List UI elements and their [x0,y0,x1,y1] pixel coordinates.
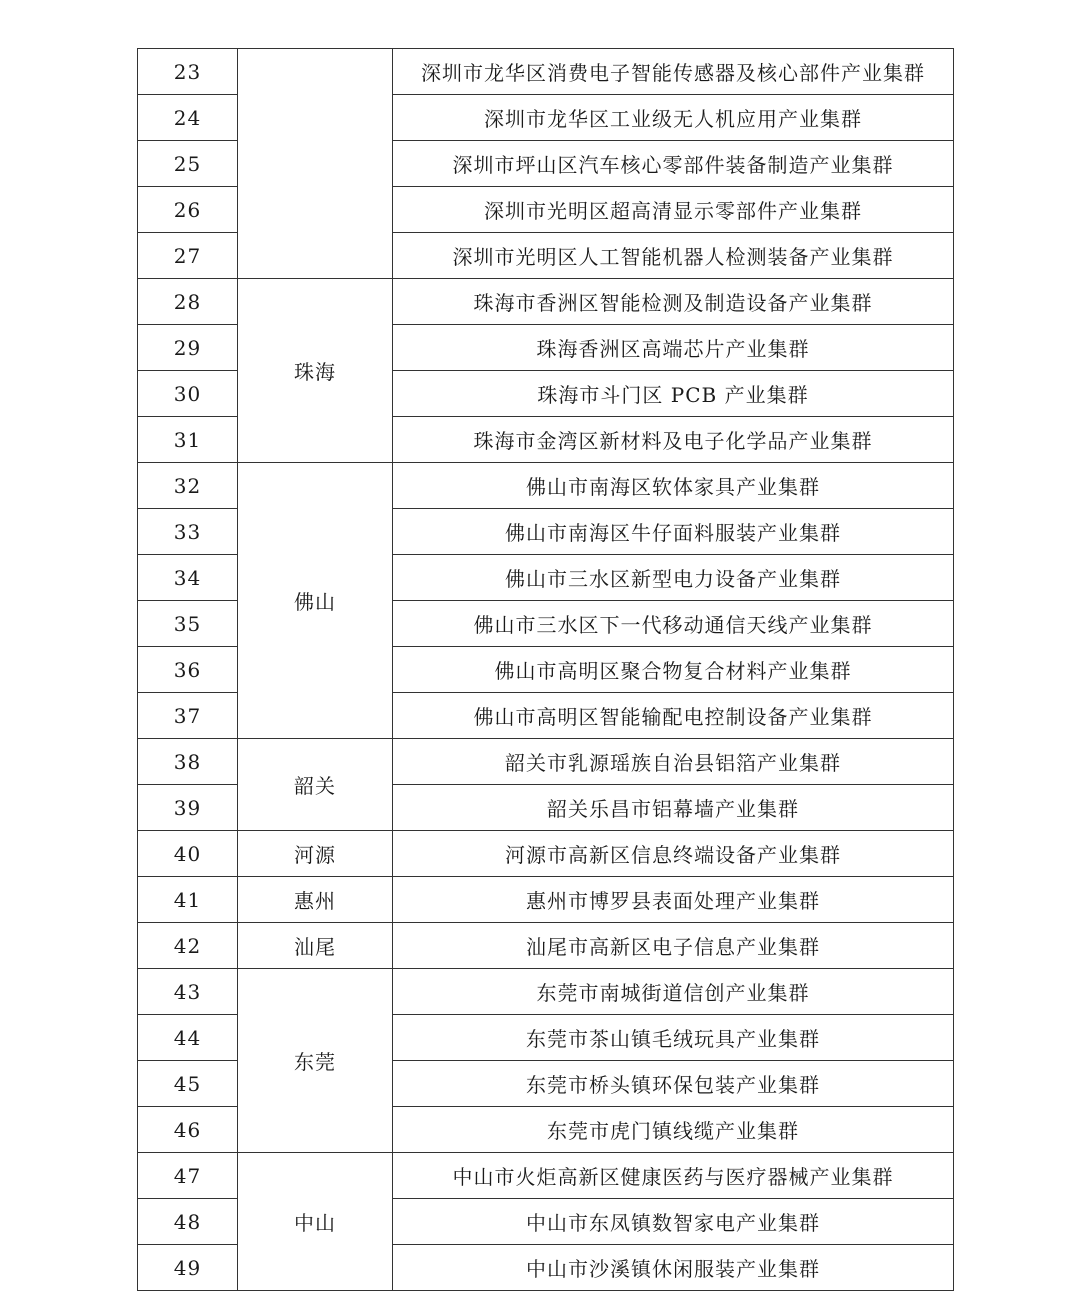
table-row [138,969,954,1015]
row-number-cell: 37 [138,693,238,739]
row-number-cell: 47 [138,1153,238,1199]
row-number-cell: 49 [138,1245,238,1291]
table-row [138,923,954,969]
cluster-name-cell: 珠海市香洲区智能检测及制造设备产业集群 [393,279,954,325]
cluster-name-cell: 中山市火炬高新区健康医药与医疗器械产业集群 [393,1153,954,1199]
industry-cluster-table [137,48,954,1291]
city-cell: 珠海 [238,279,393,463]
row-number-cell: 33 [138,509,238,555]
cluster-name-cell: 深圳市龙华区消费电子智能传感器及核心部件产业集群 [393,49,954,95]
cluster-name-cell: 中山市沙溪镇休闲服装产业集群 [393,1245,954,1291]
cluster-name-cell: 深圳市光明区人工智能机器人检测装备产业集群 [393,233,954,279]
city-cell: 中山 [238,1153,393,1291]
row-number-cell: 25 [138,141,238,187]
row-number-cell: 23 [138,49,238,95]
cluster-name-cell: 河源市高新区信息终端设备产业集群 [393,831,954,877]
city-cell: 汕尾 [238,923,393,969]
cluster-name-cell: 佛山市高明区聚合物复合材料产业集群 [393,647,954,693]
cluster-name-cell: 佛山市三水区新型电力设备产业集群 [393,555,954,601]
cluster-name-cell: 深圳市龙华区工业级无人机应用产业集群 [393,95,954,141]
cluster-name-cell: 佛山市三水区下一代移动通信天线产业集群 [393,601,954,647]
cluster-name-cell: 佛山市高明区智能输配电控制设备产业集群 [393,693,954,739]
row-number-cell: 26 [138,187,238,233]
city-cell: 佛山 [238,463,393,739]
city-cell: 河源 [238,831,393,877]
cluster-name-cell: 东莞市虎门镇线缆产业集群 [393,1107,954,1153]
city-cell [238,49,393,279]
cluster-name-cell: 东莞市南城街道信创产业集群 [393,969,954,1015]
table-row [138,279,954,325]
cluster-name-cell: 珠海市金湾区新材料及电子化学品产业集群 [393,417,954,463]
row-number-cell: 43 [138,969,238,1015]
row-number-cell: 41 [138,877,238,923]
row-number-cell: 35 [138,601,238,647]
row-number-cell: 39 [138,785,238,831]
row-number-cell: 34 [138,555,238,601]
table-row [138,1153,954,1199]
city-cell: 惠州 [238,877,393,923]
cluster-name-cell: 佛山市南海区牛仔面料服装产业集群 [393,509,954,555]
row-number-cell: 24 [138,95,238,141]
city-cell: 韶关 [238,739,393,831]
row-number-cell: 31 [138,417,238,463]
row-number-cell: 44 [138,1015,238,1061]
row-number-cell: 32 [138,463,238,509]
row-number-cell: 38 [138,739,238,785]
cluster-name-cell: 佛山市南海区软体家具产业集群 [393,463,954,509]
table-row [138,877,954,923]
row-number-cell: 30 [138,371,238,417]
cluster-name-cell: 东莞市桥头镇环保包装产业集群 [393,1061,954,1107]
cluster-name-cell: 中山市东凤镇数智家电产业集群 [393,1199,954,1245]
cluster-name-cell: 深圳市坪山区汽车核心零部件装备制造产业集群 [393,141,954,187]
row-number-cell: 40 [138,831,238,877]
row-number-cell: 46 [138,1107,238,1153]
cluster-name-cell: 惠州市博罗县表面处理产业集群 [393,877,954,923]
row-number-cell: 28 [138,279,238,325]
row-number-cell: 29 [138,325,238,371]
table-row [138,739,954,785]
cluster-name-cell: 珠海香洲区高端芯片产业集群 [393,325,954,371]
row-number-cell: 42 [138,923,238,969]
cluster-name-cell: 韶关乐昌市铝幕墙产业集群 [393,785,954,831]
row-number-cell: 27 [138,233,238,279]
row-number-cell: 45 [138,1061,238,1107]
table-row [138,463,954,509]
cluster-name-cell: 韶关市乳源瑶族自治县铝箔产业集群 [393,739,954,785]
row-number-cell: 36 [138,647,238,693]
cluster-name-cell: 东莞市茶山镇毛绒玩具产业集群 [393,1015,954,1061]
table-body [138,49,954,1291]
cluster-name-cell: 珠海市斗门区 PCB 产业集群 [393,371,954,417]
city-cell: 东莞 [238,969,393,1153]
table-row [138,49,954,95]
row-number-cell: 48 [138,1199,238,1245]
table-row [138,831,954,877]
cluster-name-cell: 汕尾市高新区电子信息产业集群 [393,923,954,969]
cluster-name-cell: 深圳市光明区超高清显示零部件产业集群 [393,187,954,233]
